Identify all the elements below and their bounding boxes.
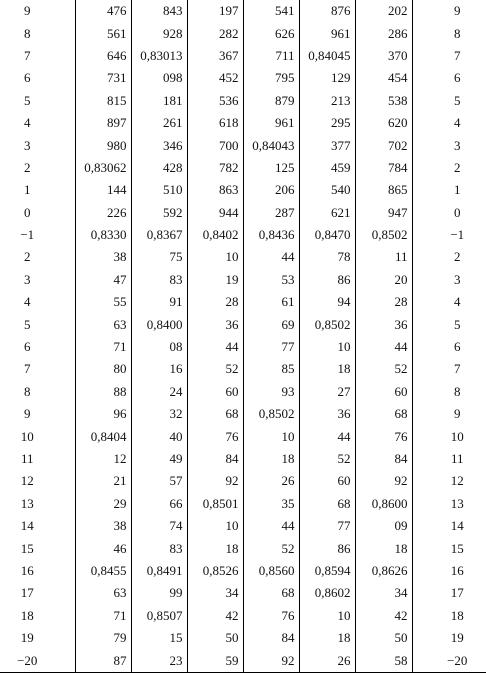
table-row: [0, 470, 486, 492]
table-cell: 92: [243, 649, 299, 672]
table-cell: 098: [131, 67, 187, 89]
table-cell: 52: [355, 358, 412, 380]
table-cell: 459: [299, 157, 355, 179]
table-cell: 27: [299, 381, 355, 403]
table-cell: 0,8330: [75, 224, 131, 246]
table-cell: 0,8404: [75, 425, 131, 447]
table-cell: 71: [75, 336, 131, 358]
row-label-right: 7: [412, 358, 486, 380]
table-cell: 454: [355, 67, 412, 89]
table-cell: 261: [131, 112, 187, 134]
table-cell: 66: [131, 493, 187, 515]
table-cell: 618: [187, 112, 243, 134]
table-cell: 0,8602: [299, 582, 355, 604]
table-cell: 18: [187, 537, 243, 559]
table-cell: 863: [187, 179, 243, 201]
table-cell: 84: [187, 448, 243, 470]
table-cell: 0,83013: [131, 45, 187, 67]
table-cell: 44: [299, 425, 355, 447]
table-cell: 0,8502: [243, 403, 299, 425]
table-cell: 24: [131, 381, 187, 403]
table-cell: 49: [131, 448, 187, 470]
table-cell: 287: [243, 202, 299, 224]
table-cell: 961: [243, 112, 299, 134]
table-cell: 87: [75, 649, 131, 672]
table-cell: 92: [187, 470, 243, 492]
row-label-left: 12: [20, 473, 34, 489]
table-cell: 0,8502: [355, 224, 412, 246]
row-label-right: 3: [412, 134, 486, 156]
table-cell: 18: [355, 537, 412, 559]
table-cell: 79: [75, 627, 131, 649]
table-cell: 52: [299, 448, 355, 470]
row-label-right: 0: [412, 202, 486, 224]
table-cell: 85: [243, 358, 299, 380]
table-cell: 71: [75, 605, 131, 627]
table-cell: 69: [243, 313, 299, 335]
table-cell: 96: [75, 403, 131, 425]
table-cell: 38: [75, 515, 131, 537]
table-cell: 843: [131, 0, 187, 22]
row-label-right: 6: [412, 67, 486, 89]
table-cell: 21: [75, 470, 131, 492]
table-cell: 52: [187, 358, 243, 380]
table-cell: 0,8455: [75, 560, 131, 582]
table-cell: 961: [299, 22, 355, 44]
table-row: [0, 560, 486, 582]
table-cell: 61: [243, 291, 299, 313]
row-label-right: 10: [412, 425, 486, 447]
table-cell: 0,8402: [187, 224, 243, 246]
table-cell: 40: [131, 425, 187, 447]
table-row: [0, 448, 486, 470]
table-cell: 32: [131, 403, 187, 425]
row-label-right: 5: [412, 90, 486, 112]
table-cell: 83: [131, 537, 187, 559]
table-cell: 42: [355, 605, 412, 627]
table-cell: 0,8400: [131, 313, 187, 335]
table-cell: 620: [355, 112, 412, 134]
row-label-left: 9: [24, 406, 31, 422]
table-cell: 181: [131, 90, 187, 112]
table-cell: 68: [299, 493, 355, 515]
table-cell: 286: [355, 22, 412, 44]
row-label-left: 2: [24, 249, 31, 265]
table-row: [0, 493, 486, 515]
table-cell: 76: [355, 425, 412, 447]
table-cell: 452: [187, 67, 243, 89]
table-cell: 36: [187, 313, 243, 335]
row-label-right: 16: [412, 560, 486, 582]
table-cell: 29: [75, 493, 131, 515]
row-label-left: 0: [24, 204, 31, 220]
row-label-left: 13: [20, 495, 34, 511]
table-cell: 226: [75, 202, 131, 224]
row-label-left: 7: [24, 361, 31, 377]
table-cell: 57: [131, 470, 187, 492]
row-label-right: 11: [412, 448, 486, 470]
row-label-left: 5: [24, 92, 31, 108]
row-label-right: −20: [412, 649, 486, 672]
row-label-right: 19: [412, 627, 486, 649]
table-row: [0, 246, 486, 268]
table-cell: 44: [243, 515, 299, 537]
table-cell: 0,8526: [187, 560, 243, 582]
table-cell: 377: [299, 134, 355, 156]
table-cell: 42: [187, 605, 243, 627]
table-cell: 15: [131, 627, 187, 649]
row-label-left: 3: [24, 271, 31, 287]
row-label-right: −1: [412, 224, 486, 246]
table-row: [0, 605, 486, 627]
table-row: [0, 381, 486, 403]
table-cell: 0,84043: [243, 134, 299, 156]
table-cell: 928: [131, 22, 187, 44]
table-cell: 0,84045: [299, 45, 355, 67]
table-cell: 702: [355, 134, 412, 156]
row-label-right: 17: [412, 582, 486, 604]
table-row: [0, 90, 486, 112]
table-cell: 626: [243, 22, 299, 44]
table-cell: 58: [355, 649, 412, 672]
table-cell: 38: [75, 246, 131, 268]
row-label-right: 3: [412, 269, 486, 291]
table-cell: 34: [355, 582, 412, 604]
table-cell: 346: [131, 134, 187, 156]
row-label-left: 17: [20, 585, 34, 601]
table-cell: 947: [355, 202, 412, 224]
table-cell: 19: [187, 269, 243, 291]
row-label-right: 9: [412, 403, 486, 425]
row-label-left: 19: [20, 630, 34, 646]
table-cell: 92: [355, 470, 412, 492]
table-cell: 0,8436: [243, 224, 299, 246]
table-cell: 74: [131, 515, 187, 537]
table-cell: 34: [187, 582, 243, 604]
table-cell: 621: [299, 202, 355, 224]
table-cell: 53: [243, 269, 299, 291]
table-row: [0, 202, 486, 224]
table-row: [0, 112, 486, 134]
row-label-left: 7: [24, 47, 31, 63]
table-cell: 16: [131, 358, 187, 380]
table-cell: 0,8626: [355, 560, 412, 582]
row-label-right: 6: [412, 336, 486, 358]
table-cell: 782: [187, 157, 243, 179]
table-cell: 68: [243, 582, 299, 604]
table-row: [0, 22, 486, 44]
row-label-right: 7: [412, 45, 486, 67]
table-row: [0, 537, 486, 559]
table-cell: 980: [75, 134, 131, 156]
table-cell: 0,8501: [187, 493, 243, 515]
row-label-right: 12: [412, 470, 486, 492]
table-cell: 63: [75, 313, 131, 335]
row-label-left: 16: [20, 562, 34, 578]
table-cell: 541: [243, 0, 299, 22]
table-cell: 540: [299, 179, 355, 201]
table-row: [0, 224, 486, 246]
table-row: [0, 313, 486, 335]
table-cell: 26: [299, 649, 355, 672]
row-label-left: −1: [20, 227, 35, 243]
row-label-right: 1: [412, 179, 486, 201]
table-cell: 93: [243, 381, 299, 403]
row-label-right: 9: [412, 0, 486, 22]
row-label-left: 2: [24, 159, 31, 175]
row-label-right: 5: [412, 313, 486, 335]
row-label-right: 2: [412, 246, 486, 268]
table-cell: 202: [355, 0, 412, 22]
table-cell: 94: [299, 291, 355, 313]
table-cell: 795: [243, 67, 299, 89]
row-label-right: 8: [412, 22, 486, 44]
table-cell: 28: [187, 291, 243, 313]
table-row: [0, 425, 486, 447]
table-row: [0, 269, 486, 291]
table-cell: 20: [355, 269, 412, 291]
table-cell: 10: [299, 605, 355, 627]
table-cell: 367: [187, 45, 243, 67]
table-cell: 646: [75, 45, 131, 67]
table-cell: 10: [187, 246, 243, 268]
row-label-left: 14: [20, 518, 34, 534]
table-cell: 88: [75, 381, 131, 403]
table-cell: 91: [131, 291, 187, 313]
table-cell: 77: [243, 336, 299, 358]
table-cell: 0,8491: [131, 560, 187, 582]
row-label-left: 6: [24, 339, 31, 355]
table-cell: 784: [355, 157, 412, 179]
table-cell: 144: [75, 179, 131, 201]
table-cell: 206: [243, 179, 299, 201]
table-cell: 10: [243, 425, 299, 447]
table-cell: 09: [355, 515, 412, 537]
table-cell: 213: [299, 90, 355, 112]
row-label-left: 1: [24, 182, 31, 198]
table-row: [0, 134, 486, 156]
row-label-right: 18: [412, 605, 486, 627]
table-cell: 84: [355, 448, 412, 470]
table-cell: 700: [187, 134, 243, 156]
table-cell: 63: [75, 582, 131, 604]
row-label-right: 15: [412, 537, 486, 559]
table-cell: 0,8367: [131, 224, 187, 246]
table-row: [0, 157, 486, 179]
row-label-right: 8: [412, 381, 486, 403]
table-row: [0, 582, 486, 604]
row-label-left: 8: [24, 25, 31, 41]
table-cell: 125: [243, 157, 299, 179]
table-row: [0, 67, 486, 89]
row-label-right: 4: [412, 112, 486, 134]
table-cell: 876: [299, 0, 355, 22]
table-cell: 129: [299, 67, 355, 89]
table-cell: 897: [75, 112, 131, 134]
table-cell: 879: [243, 90, 299, 112]
table-cell: 76: [243, 605, 299, 627]
table-cell: 77: [299, 515, 355, 537]
row-label-left: 9: [24, 3, 31, 19]
table-cell: 731: [75, 67, 131, 89]
table-row: [0, 0, 486, 22]
table-cell: 83: [131, 269, 187, 291]
table-cell: 84: [243, 627, 299, 649]
table-cell: 28: [355, 291, 412, 313]
table-cell: 80: [75, 358, 131, 380]
table-cell: 44: [355, 336, 412, 358]
row-label-left: 8: [24, 383, 31, 399]
table-cell: 78: [299, 246, 355, 268]
table-cell: 815: [75, 90, 131, 112]
table-cell: 0,83062: [75, 157, 131, 179]
table-cell: 50: [355, 627, 412, 649]
table-row: [0, 515, 486, 537]
row-label-left: 6: [24, 70, 31, 86]
table-cell: 538: [355, 90, 412, 112]
table-row: [0, 336, 486, 358]
table-cell: 36: [299, 403, 355, 425]
table-cell: 944: [187, 202, 243, 224]
row-label-right: 14: [412, 515, 486, 537]
table-cell: 60: [355, 381, 412, 403]
table-cell: 36: [355, 313, 412, 335]
table-cell: 0,8507: [131, 605, 187, 627]
table-cell: 26: [243, 470, 299, 492]
table-cell: 35: [243, 493, 299, 515]
table-cell: 0,8502: [299, 313, 355, 335]
table-cell: 11: [355, 246, 412, 268]
table-row: [0, 627, 486, 649]
table-cell: 476: [75, 0, 131, 22]
table-cell: 18: [299, 627, 355, 649]
table-cell: 08: [131, 336, 187, 358]
table-cell: 428: [131, 157, 187, 179]
table-cell: 68: [187, 403, 243, 425]
table-cell: 76: [187, 425, 243, 447]
table-cell: 0,8600: [355, 493, 412, 515]
table-cell: 60: [299, 470, 355, 492]
table-row: [0, 403, 486, 425]
table-row: [0, 45, 486, 67]
table-cell: 12: [75, 448, 131, 470]
row-label-left: 4: [24, 115, 31, 131]
table-cell: 68: [355, 403, 412, 425]
table-cell: 60: [187, 381, 243, 403]
table-cell: 44: [187, 336, 243, 358]
table-cell: 18: [299, 358, 355, 380]
row-label-left: −20: [17, 652, 38, 668]
row-label-left: 4: [24, 294, 31, 310]
table-cell: 592: [131, 202, 187, 224]
table-cell: 295: [299, 112, 355, 134]
table-cell: 0,8560: [243, 560, 299, 582]
table-cell: 370: [355, 45, 412, 67]
table-cell: 55: [75, 291, 131, 313]
table-cell: 0,8470: [299, 224, 355, 246]
table-cell: 510: [131, 179, 187, 201]
table-cell: 99: [131, 582, 187, 604]
row-label-left: 18: [20, 607, 34, 623]
table-cell: 44: [243, 246, 299, 268]
table-cell: 46: [75, 537, 131, 559]
table-cell: 47: [75, 269, 131, 291]
table-cell: 282: [187, 22, 243, 44]
row-label-right: 2: [412, 157, 486, 179]
table-cell: 86: [299, 269, 355, 291]
table-row: [0, 179, 486, 201]
table-row: [0, 649, 486, 672]
row-label-right: 4: [412, 291, 486, 313]
table-cell: 52: [243, 537, 299, 559]
table-cell: 10: [187, 515, 243, 537]
table-cell: 86: [299, 537, 355, 559]
table-cell: 10: [299, 336, 355, 358]
row-label-left: 11: [20, 451, 34, 466]
table-cell: 75: [131, 246, 187, 268]
row-label-right: 13: [412, 493, 486, 515]
table-cell: 711: [243, 45, 299, 67]
table-row: [0, 358, 486, 380]
table-cell: 536: [187, 90, 243, 112]
table-cell: 865: [355, 179, 412, 201]
table-cell: 197: [187, 0, 243, 22]
table-cell: 0,8594: [299, 560, 355, 582]
row-label-left: 3: [24, 137, 31, 153]
table-cell: 50: [187, 627, 243, 649]
table-cell: 23: [131, 649, 187, 672]
table-cell: 18: [243, 448, 299, 470]
table-row: [0, 291, 486, 313]
row-label-left: 15: [20, 540, 34, 556]
table-cell: 59: [187, 649, 243, 672]
row-label-left: 5: [24, 316, 31, 332]
row-label-left: 10: [20, 428, 34, 444]
table-cell: 561: [75, 22, 131, 44]
